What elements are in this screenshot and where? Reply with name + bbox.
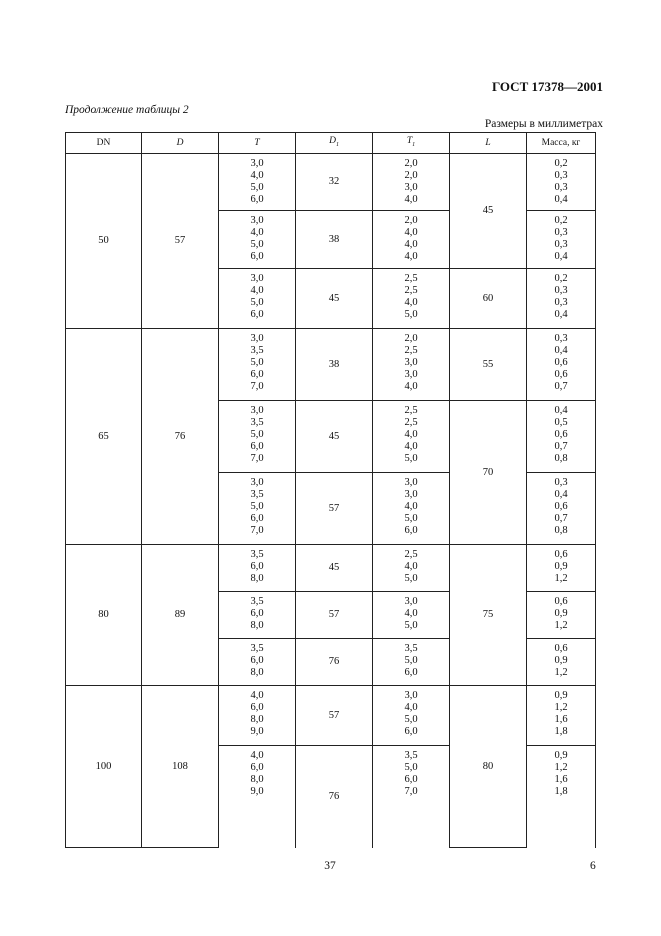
cell-line: 1,8 — [554, 786, 568, 797]
cell-line: 5,0 — [404, 513, 418, 524]
cell-line: 5,0 — [250, 501, 264, 512]
cell-line: 3,0 — [250, 405, 264, 416]
cell-line: 4,0 — [404, 239, 418, 250]
cell-line: 2,0 — [404, 170, 418, 181]
cell-line: 6,0 — [250, 655, 264, 666]
cell-line: 3,5 — [250, 643, 264, 654]
cell-line: 3,0 — [404, 690, 418, 701]
cell-t — [219, 473, 296, 545]
cell-l: 55 — [450, 329, 527, 401]
cell-d1: 57 — [296, 473, 373, 545]
cell-line: 0,2 — [554, 215, 568, 226]
cell-line: 3,5 — [404, 750, 418, 761]
cell-line: 5,0 — [250, 297, 264, 308]
cell-l: 70 — [450, 401, 527, 545]
cell-line: 1,6 — [554, 774, 568, 785]
cell-line: 4,0 — [404, 608, 418, 619]
cell-line: 1,2 — [554, 573, 568, 584]
cell-line: 1,2 — [554, 667, 568, 678]
table-row — [66, 329, 596, 401]
cell-t — [219, 269, 296, 329]
cell-t1 — [373, 211, 450, 269]
cell-d1: 76 — [296, 746, 373, 848]
cell-line: 5,0 — [404, 762, 418, 773]
cell-line: 5,0 — [250, 357, 264, 368]
cell-line: 4,0 — [404, 297, 418, 308]
cell-line: 9,0 — [250, 786, 264, 797]
table-continuation-caption: Продолжение таблицы 2 — [65, 104, 189, 116]
cell-d: 89 — [142, 545, 219, 686]
cell-line: 0,4 — [554, 309, 568, 320]
cell-line: 0,8 — [554, 525, 568, 536]
cell-d1: 45 — [296, 545, 373, 592]
cell-line: 5,0 — [404, 573, 418, 584]
cell-mass — [527, 329, 596, 401]
cell-line: 0,6 — [554, 643, 568, 654]
cell-line: 0,9 — [554, 655, 568, 666]
cell-d1: 38 — [296, 329, 373, 401]
cell-line: 6,0 — [404, 774, 418, 785]
cell-line: 6,0 — [250, 561, 264, 572]
cell-mass — [527, 211, 596, 269]
cell-line: 3,0 — [250, 158, 264, 169]
page-number-center: 37 — [324, 860, 336, 872]
cell-line: 4,0 — [404, 251, 418, 262]
cell-mass — [527, 473, 596, 545]
cell-line: 0,6 — [554, 549, 568, 560]
cell-line: 4,0 — [404, 227, 418, 238]
cell-line: 7,0 — [404, 786, 418, 797]
cell-line: 5,0 — [250, 239, 264, 250]
cell-line: 6,0 — [250, 251, 264, 262]
cell-line: 3,0 — [250, 333, 264, 344]
cell-t1 — [373, 401, 450, 473]
cell-d1: 57 — [296, 686, 373, 746]
cell-line: 3,0 — [404, 357, 418, 368]
cell-line: 0,9 — [554, 561, 568, 572]
cell-line: 0,5 — [554, 417, 568, 428]
cell-line: 6,0 — [250, 608, 264, 619]
cell-line: 0,8 — [554, 453, 568, 464]
cell-line: 4,0 — [250, 750, 264, 761]
cell-line: 6,0 — [250, 762, 264, 773]
cell-line: 0,6 — [554, 429, 568, 440]
cell-line: 0,6 — [554, 501, 568, 512]
cell-mass — [527, 592, 596, 639]
col-d: D — [142, 133, 219, 154]
cell-line: 2,5 — [404, 273, 418, 284]
cell-line: 6,0 — [404, 667, 418, 678]
cell-mass — [527, 639, 596, 686]
cell-line: 2,5 — [404, 285, 418, 296]
cell-line: 8,0 — [250, 774, 264, 785]
cell-line: 3,5 — [250, 596, 264, 607]
cell-line: 6,0 — [250, 441, 264, 452]
cell-mass — [527, 545, 596, 592]
cell-line: 0,7 — [554, 381, 568, 392]
cell-line: 0,4 — [554, 405, 568, 416]
cell-d: 76 — [142, 329, 219, 545]
cell-line: 0,4 — [554, 251, 568, 262]
col-d1-label: D — [329, 136, 336, 147]
cell-line: 5,0 — [250, 429, 264, 440]
cell-line: 9,0 — [250, 726, 264, 737]
cell-line: 3,0 — [250, 215, 264, 226]
cell-dn: 80 — [66, 545, 142, 686]
cell-t1 — [373, 545, 450, 592]
cell-line: 1,8 — [554, 726, 568, 737]
cell-d: 108 — [142, 686, 219, 848]
cell-t — [219, 154, 296, 211]
cell-line: 0,9 — [554, 750, 568, 761]
cell-line: 6,0 — [250, 702, 264, 713]
cell-l: 60 — [450, 269, 527, 329]
col-dn: DN — [66, 133, 142, 154]
col-mass: Масса, кг — [527, 133, 596, 154]
cell-line: 7,0 — [250, 453, 264, 464]
cell-line: 6,0 — [250, 369, 264, 380]
cell-t1 — [373, 592, 450, 639]
cell-line: 5,0 — [404, 620, 418, 631]
cell-t1 — [373, 154, 450, 211]
cell-d: 57 — [142, 154, 219, 329]
cell-line: 3,0 — [404, 596, 418, 607]
cell-mass — [527, 269, 596, 329]
cell-line: 2,5 — [404, 549, 418, 560]
cell-line: 6,0 — [404, 726, 418, 737]
cell-line: 0,4 — [554, 194, 568, 205]
cell-d1: 38 — [296, 211, 373, 269]
cell-line: 8,0 — [250, 714, 264, 725]
cell-line: 6,0 — [250, 309, 264, 320]
cell-mass — [527, 154, 596, 211]
cell-line: 2,0 — [404, 333, 418, 344]
cell-line: 0,6 — [554, 596, 568, 607]
cell-line: 6,0 — [250, 194, 264, 205]
cell-line: 2,5 — [404, 345, 418, 356]
cell-line: 3,0 — [250, 273, 264, 284]
cell-t1 — [373, 746, 450, 848]
cell-dn: 100 — [66, 686, 142, 848]
cell-line: 3,5 — [250, 417, 264, 428]
cell-line: 7,0 — [250, 525, 264, 536]
cell-line: 0,6 — [554, 357, 568, 368]
cell-mass — [527, 686, 596, 746]
cell-line: 5,0 — [404, 309, 418, 320]
cell-line: 0,9 — [554, 690, 568, 701]
cell-t — [219, 545, 296, 592]
cell-dn: 50 — [66, 154, 142, 329]
page-number-right: 6 — [590, 860, 596, 872]
cell-line: 2,0 — [404, 215, 418, 226]
col-d1-subscript: 1 — [335, 141, 339, 148]
cell-line: 6,0 — [404, 525, 418, 536]
col-d1 — [296, 133, 373, 154]
cell-line: 7,0 — [250, 381, 264, 392]
cell-line: 5,0 — [404, 453, 418, 464]
cell-line: 4,0 — [404, 702, 418, 713]
table-row — [66, 154, 596, 211]
cell-d1: 45 — [296, 269, 373, 329]
table-header-row — [66, 133, 596, 154]
cell-line: 4,0 — [404, 381, 418, 392]
cell-line: 1,2 — [554, 762, 568, 773]
cell-line: 1,2 — [554, 620, 568, 631]
cell-line: 0,3 — [554, 239, 568, 250]
cell-line: 3,5 — [404, 643, 418, 654]
cell-line: 3,0 — [404, 369, 418, 380]
cell-line: 2,5 — [404, 405, 418, 416]
cell-line: 0,6 — [554, 369, 568, 380]
dimensions-table — [65, 132, 596, 848]
cell-d1: 45 — [296, 401, 373, 473]
cell-line: 4,0 — [404, 501, 418, 512]
cell-t — [219, 746, 296, 848]
cell-line: 3,5 — [250, 345, 264, 356]
cell-line: 3,5 — [250, 549, 264, 560]
table-row — [66, 686, 596, 746]
cell-line: 0,3 — [554, 227, 568, 238]
cell-line: 8,0 — [250, 667, 264, 678]
cell-line: 3,0 — [250, 477, 264, 488]
cell-l: 80 — [450, 686, 527, 848]
cell-line: 0,9 — [554, 608, 568, 619]
cell-line: 4,0 — [404, 429, 418, 440]
cell-line: 4,0 — [250, 285, 264, 296]
table-row — [66, 545, 596, 592]
cell-t — [219, 401, 296, 473]
cell-t1 — [373, 269, 450, 329]
cell-line: 0,3 — [554, 333, 568, 344]
cell-t — [219, 211, 296, 269]
cell-dn: 65 — [66, 329, 142, 545]
cell-mass — [527, 746, 596, 848]
cell-line: 3,5 — [250, 489, 264, 500]
cell-line: 4,0 — [250, 170, 264, 181]
units-note: Размеры в миллиметрах — [484, 118, 603, 130]
cell-mass — [527, 401, 596, 473]
col-t: T — [219, 133, 296, 154]
cell-line: 3,0 — [404, 477, 418, 488]
cell-line: 5,0 — [250, 182, 264, 193]
cell-line: 0,3 — [554, 285, 568, 296]
cell-d1: 32 — [296, 154, 373, 211]
cell-line: 2,5 — [404, 417, 418, 428]
cell-line: 4,0 — [404, 561, 418, 572]
cell-line: 8,0 — [250, 573, 264, 584]
cell-d1: 76 — [296, 639, 373, 686]
cell-t1 — [373, 639, 450, 686]
cell-line: 3,0 — [404, 489, 418, 500]
table-body — [66, 154, 596, 848]
col-t1-label: T — [406, 136, 413, 147]
cell-line: 2,0 — [404, 158, 418, 169]
col-l: L — [450, 133, 527, 154]
cell-line: 0,2 — [554, 158, 568, 169]
cell-t1 — [373, 329, 450, 401]
cell-line: 3,0 — [404, 182, 418, 193]
cell-l: 75 — [450, 545, 527, 686]
cell-line: 0,4 — [554, 489, 568, 500]
cell-t — [219, 329, 296, 401]
cell-line: 0,4 — [554, 345, 568, 356]
cell-line: 0,3 — [554, 477, 568, 488]
cell-line: 1,6 — [554, 714, 568, 725]
cell-line: 4,0 — [404, 441, 418, 452]
cell-line: 0,3 — [554, 170, 568, 181]
cell-line: 0,7 — [554, 441, 568, 452]
cell-line: 0,2 — [554, 273, 568, 284]
cell-d1: 57 — [296, 592, 373, 639]
cell-line: 6,0 — [250, 513, 264, 524]
cell-line: 5,0 — [404, 655, 418, 666]
cell-line: 4,0 — [404, 194, 418, 205]
cell-t — [219, 639, 296, 686]
cell-t1 — [373, 473, 450, 545]
cell-line: 0,3 — [554, 182, 568, 193]
cell-line: 1,2 — [554, 702, 568, 713]
standard-number: ГОСТ 17378—2001 — [491, 79, 603, 94]
cell-t — [219, 686, 296, 746]
cell-line: 4,0 — [250, 227, 264, 238]
col-t1-subscript: 1 — [412, 141, 416, 148]
cell-line: 0,3 — [554, 297, 568, 308]
cell-line: 0,7 — [554, 513, 568, 524]
cell-line: 4,0 — [250, 690, 264, 701]
cell-t — [219, 592, 296, 639]
cell-t1 — [373, 686, 450, 746]
cell-l: 45 — [450, 154, 527, 269]
col-t1 — [373, 133, 450, 154]
cell-line: 8,0 — [250, 620, 264, 631]
cell-line: 5,0 — [404, 714, 418, 725]
